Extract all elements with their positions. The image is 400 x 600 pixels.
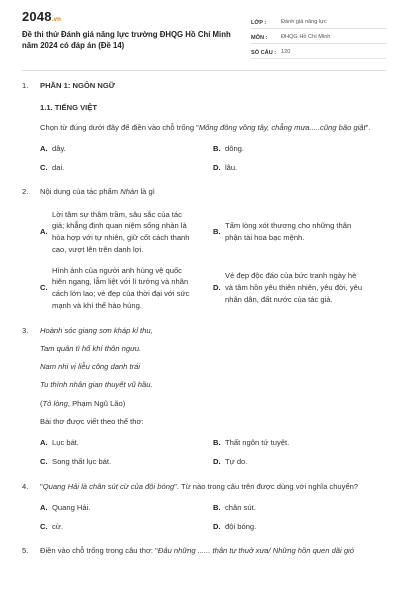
exam-meta bbox=[251, 16, 386, 70]
option-c[interactable]: C. Hình ảnh của người anh hùng vệ quốc hiên ngang, lẫm liệt với lí tưởng và nhân cách lớn lao; vẻ đẹp của thời đại với sức mạnh và khí thế hào hùng. bbox=[40, 265, 190, 310]
option-b[interactable]: B. Tấm lòng xót thương cho những thân phận tài hoa bạc mệnh. bbox=[213, 221, 352, 243]
poem-line: Tam quân tì hổ khí thôn ngưu. bbox=[40, 343, 142, 353]
question-number: 2. bbox=[22, 187, 29, 197]
exam-content bbox=[0, 71, 400, 557]
answer-options bbox=[40, 438, 386, 468]
question-5 bbox=[22, 546, 386, 556]
meta-subject bbox=[251, 31, 386, 44]
option-b[interactable]: B. chân sút. bbox=[213, 502, 256, 512]
question-3 bbox=[22, 326, 386, 482]
meta-count bbox=[251, 46, 386, 59]
question-1 bbox=[22, 81, 386, 187]
option-d[interactable]: D. Tự do. bbox=[213, 457, 248, 467]
meta-value: 120 bbox=[281, 49, 291, 56]
option-d[interactable]: D. đội bóng. bbox=[213, 522, 257, 532]
question-2 bbox=[22, 187, 386, 325]
option-c[interactable]: C. cừ. bbox=[40, 522, 63, 532]
question-number: 4. bbox=[22, 481, 29, 491]
site-logo[interactable] bbox=[22, 8, 242, 26]
question-stem: Điền vào chỗ trống trong câu thơ: "Đâu những ...... thân tự thuở xưa/ Những hồn quen dãi gió bbox=[40, 546, 354, 556]
question-number: 3. bbox=[22, 325, 29, 335]
option-c[interactable]: C. dai. bbox=[40, 163, 65, 172]
answer-options bbox=[40, 144, 386, 174]
meta-value: ĐHQG Hồ Chí Minh bbox=[281, 34, 331, 41]
option-b[interactable]: B. dông. bbox=[213, 143, 245, 153]
question-stem: Bài thơ được viết theo thể thơ: bbox=[40, 416, 144, 426]
poem-line: Hoành sóc giang sơn kháp kỉ thu, bbox=[40, 325, 153, 335]
option-a[interactable]: A. dây. bbox=[40, 143, 66, 153]
question-stem: Chọn từ đúng dưới đây để điền vào chỗ trống "Mống đông vồng tây, chẳng mưa.....cũng bão giật". bbox=[40, 122, 371, 132]
option-a[interactable]: A. Lời tâm sự thâm trầm, sâu sắc của tác giả; khẳng định quan niệm sống nhàn là hòa hợp với tự nhiên, giữ cốt cách thanh cao, vượt lên trên danh lợi. bbox=[40, 209, 190, 254]
answer-options bbox=[40, 209, 386, 312]
question-stem: "Quang Hải là chân sút cừ của đội bóng". Từ nào trong câu trên được dùng với nghĩa chuyển? bbox=[40, 481, 359, 491]
question-number: 5. bbox=[22, 546, 29, 556]
option-d[interactable]: D. lâu. bbox=[213, 163, 238, 172]
question-stem: Nội dung của tác phẩm Nhàn là gì bbox=[40, 187, 155, 197]
meta-value: Đánh giá năng lực bbox=[281, 19, 327, 26]
exam-title: Đề thi thử Đánh giá năng lực trường ĐHQG Hồ Chí Minh năm 2024 có đáp án (Đề 14) bbox=[22, 29, 231, 50]
meta-class bbox=[251, 16, 386, 29]
logo-main: 2048 bbox=[22, 9, 52, 24]
option-d[interactable]: D. Vẻ đẹp độc đáo của bức tranh ngày hè và tâm hồn yêu thiên nhiên, yêu đời, yêu nhân dân, đất nước của tác giả. bbox=[213, 271, 363, 304]
question-4 bbox=[22, 482, 386, 547]
option-a[interactable]: A. Lục bát. bbox=[40, 438, 80, 448]
logo-suffix: .vn bbox=[51, 17, 62, 23]
meta-label: LỚP : bbox=[251, 20, 267, 27]
option-a[interactable]: A. Quang Hải. bbox=[40, 502, 91, 512]
meta-label: MÔN : bbox=[251, 35, 268, 42]
option-c[interactable]: C. Song thất lục bát. bbox=[40, 457, 112, 467]
header-left bbox=[22, 8, 242, 70]
meta-label: SỐ CÂU : bbox=[251, 50, 277, 57]
poem-source: (Tỏ lòng, Phạm Ngũ Lão) bbox=[40, 398, 126, 408]
poem-line: Nam nhi vị liễu công danh trái bbox=[40, 362, 141, 372]
answer-options bbox=[40, 503, 386, 533]
poem-line: Tu thính nhân gian thuyết vũ hầu. bbox=[40, 380, 153, 390]
section-title: 1.1. TIẾNG VIỆT bbox=[40, 103, 97, 113]
part-title: PHẦN 1: NGÔN NGỮ bbox=[40, 81, 116, 90]
question-number: 1. bbox=[22, 81, 29, 90]
page-header bbox=[0, 0, 400, 70]
option-b[interactable]: B. Thất ngôn tứ tuyệt. bbox=[213, 438, 290, 448]
